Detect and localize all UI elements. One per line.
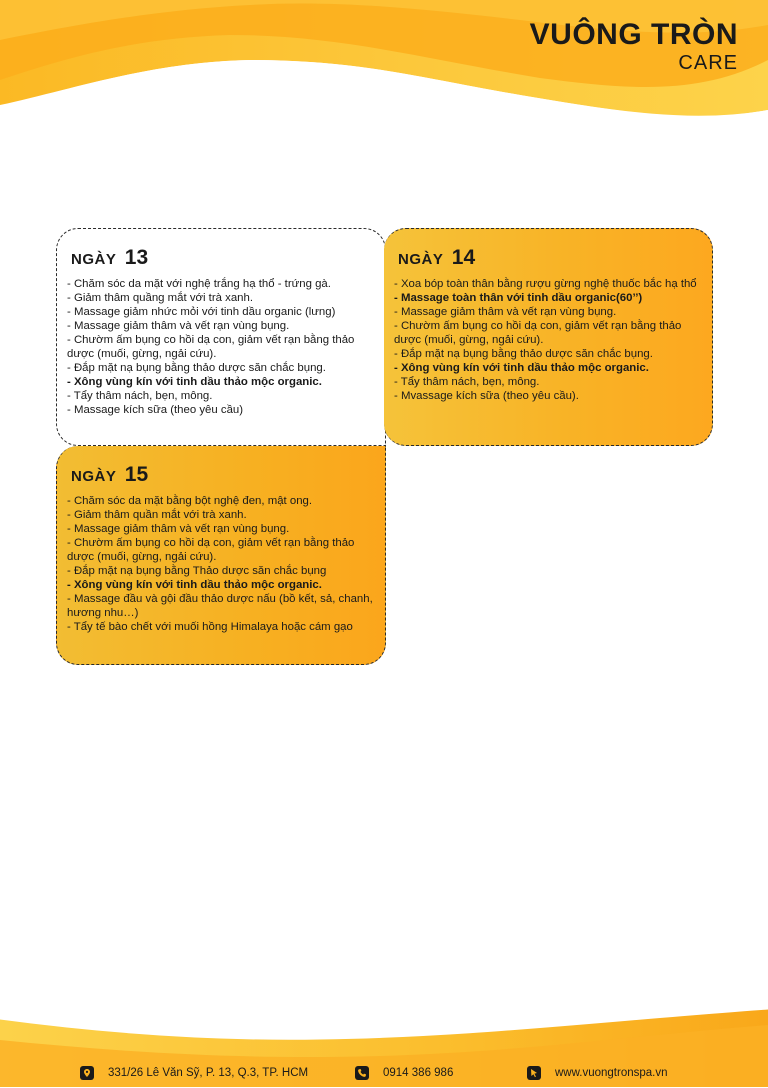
day-13-list bbox=[57, 277, 385, 417]
list-item: - Chườm ấm bụng co hồi dạ con, giảm vết rạn bằng thảo dược (muối, gừng, ngải cứu). bbox=[67, 537, 355, 563]
list-item: - Chăm sóc da mặt với nghệ trắng hạ thổ - trứng gà. bbox=[67, 278, 331, 290]
map-pin-icon bbox=[80, 1066, 94, 1080]
day-14-list bbox=[384, 277, 712, 403]
day-15-label: NGÀY bbox=[71, 468, 117, 485]
list-item: - Chườm ấm bụng co hồi dạ con, giảm vết rạn bằng thảo dược (muối, gừng, ngải cứu). bbox=[67, 334, 355, 360]
phone-icon bbox=[355, 1066, 369, 1080]
day-14-number: 14 bbox=[451, 246, 476, 269]
list-item: - Massage toàn thân với tinh dầu organic(60’’) bbox=[394, 292, 643, 304]
cursor-icon bbox=[527, 1066, 541, 1080]
day-14-card bbox=[384, 228, 713, 446]
list-item: - Xông vùng kín với tinh dầu thảo mộc organic. bbox=[394, 362, 649, 374]
list-item: - Mvassage kích sữa (theo yêu cầu). bbox=[394, 390, 579, 402]
list-item: - Xông vùng kín với tinh dầu thảo mộc organic. bbox=[67, 579, 322, 591]
list-item: - Massage giảm thâm và vết rạn vùng bụng. bbox=[67, 523, 290, 535]
phone-text: 0914 386 986 bbox=[383, 1067, 454, 1079]
day-13-number: 13 bbox=[124, 246, 149, 269]
brand-sub: CARE bbox=[678, 52, 738, 74]
list-item: - Chườm ấm bụng co hồi dạ con, giảm vết rạn bằng thảo dược (muối, gừng, ngải cứu). bbox=[394, 320, 682, 346]
list-item: - Massage đầu và gội đầu thảo dược nấu (bồ kết, sả, chanh, hương nhu…) bbox=[67, 593, 373, 619]
brand-logo bbox=[530, 18, 738, 74]
list-item: - Tẩy tế bào chết với muối hồng Himalaya hoặc cám gạo bbox=[67, 621, 353, 633]
list-item: - Massage giảm nhức mỏi với tinh dầu organic (lưng) bbox=[67, 306, 336, 318]
list-item: - Massage giảm thâm và vết rạn vùng bụng. bbox=[67, 320, 290, 332]
brand-name: VUÔNG TRÒN bbox=[529, 18, 738, 51]
list-item: - Chăm sóc da mặt bằng bột nghệ đen, mật ong. bbox=[67, 495, 313, 507]
list-item: - Massage giảm thâm và vết rạn vùng bụng. bbox=[394, 306, 617, 318]
website-link[interactable]: www.vuongtronspa.vn bbox=[555, 1067, 668, 1079]
list-item: - Giảm thâm quầng mắt với trà xanh. bbox=[67, 292, 253, 304]
address-text: 331/26 Lê Văn Sỹ, P. 13, Q.3, TP. HCM bbox=[108, 1067, 309, 1079]
list-item: - Massage kích sữa (theo yêu cầu) bbox=[67, 404, 244, 416]
list-item: - Tẩy thâm nách, bẹn, mông. bbox=[394, 376, 540, 388]
list-item: - Xoa bóp toàn thân bằng rượu gừng nghệ thuốc bắc hạ thổ bbox=[394, 278, 697, 290]
list-item: - Tẩy thâm nách, bẹn, mông. bbox=[67, 390, 213, 402]
day-13-label: NGÀY bbox=[71, 251, 117, 268]
footer bbox=[0, 1058, 768, 1088]
day-13-card bbox=[56, 228, 386, 446]
day-15-card bbox=[56, 446, 386, 665]
day-13-title bbox=[71, 245, 385, 273]
footer-website[interactable] bbox=[527, 1066, 668, 1080]
footer-address bbox=[80, 1066, 308, 1080]
day-15-title bbox=[71, 462, 385, 490]
day-14-label: NGÀY bbox=[398, 251, 444, 268]
day-15-list bbox=[57, 494, 385, 634]
list-item: - Đắp mặt nạ bụng bằng Thảo dược săn chắc bụng bbox=[67, 565, 327, 577]
list-item: - Đắp mặt nạ bụng bằng thảo dược săn chắc bụng. bbox=[67, 362, 326, 374]
list-item: - Giảm thâm quần mắt với trà xanh. bbox=[67, 509, 247, 521]
list-item: - Xông vùng kín với tinh dầu thảo mộc organic. bbox=[67, 376, 322, 388]
list-item: - Đắp mặt nạ bụng bằng thảo dược săn chắc bụng. bbox=[394, 348, 653, 360]
day-15-number: 15 bbox=[124, 463, 149, 486]
footer-phone bbox=[355, 1066, 453, 1080]
day-14-title bbox=[398, 245, 712, 273]
